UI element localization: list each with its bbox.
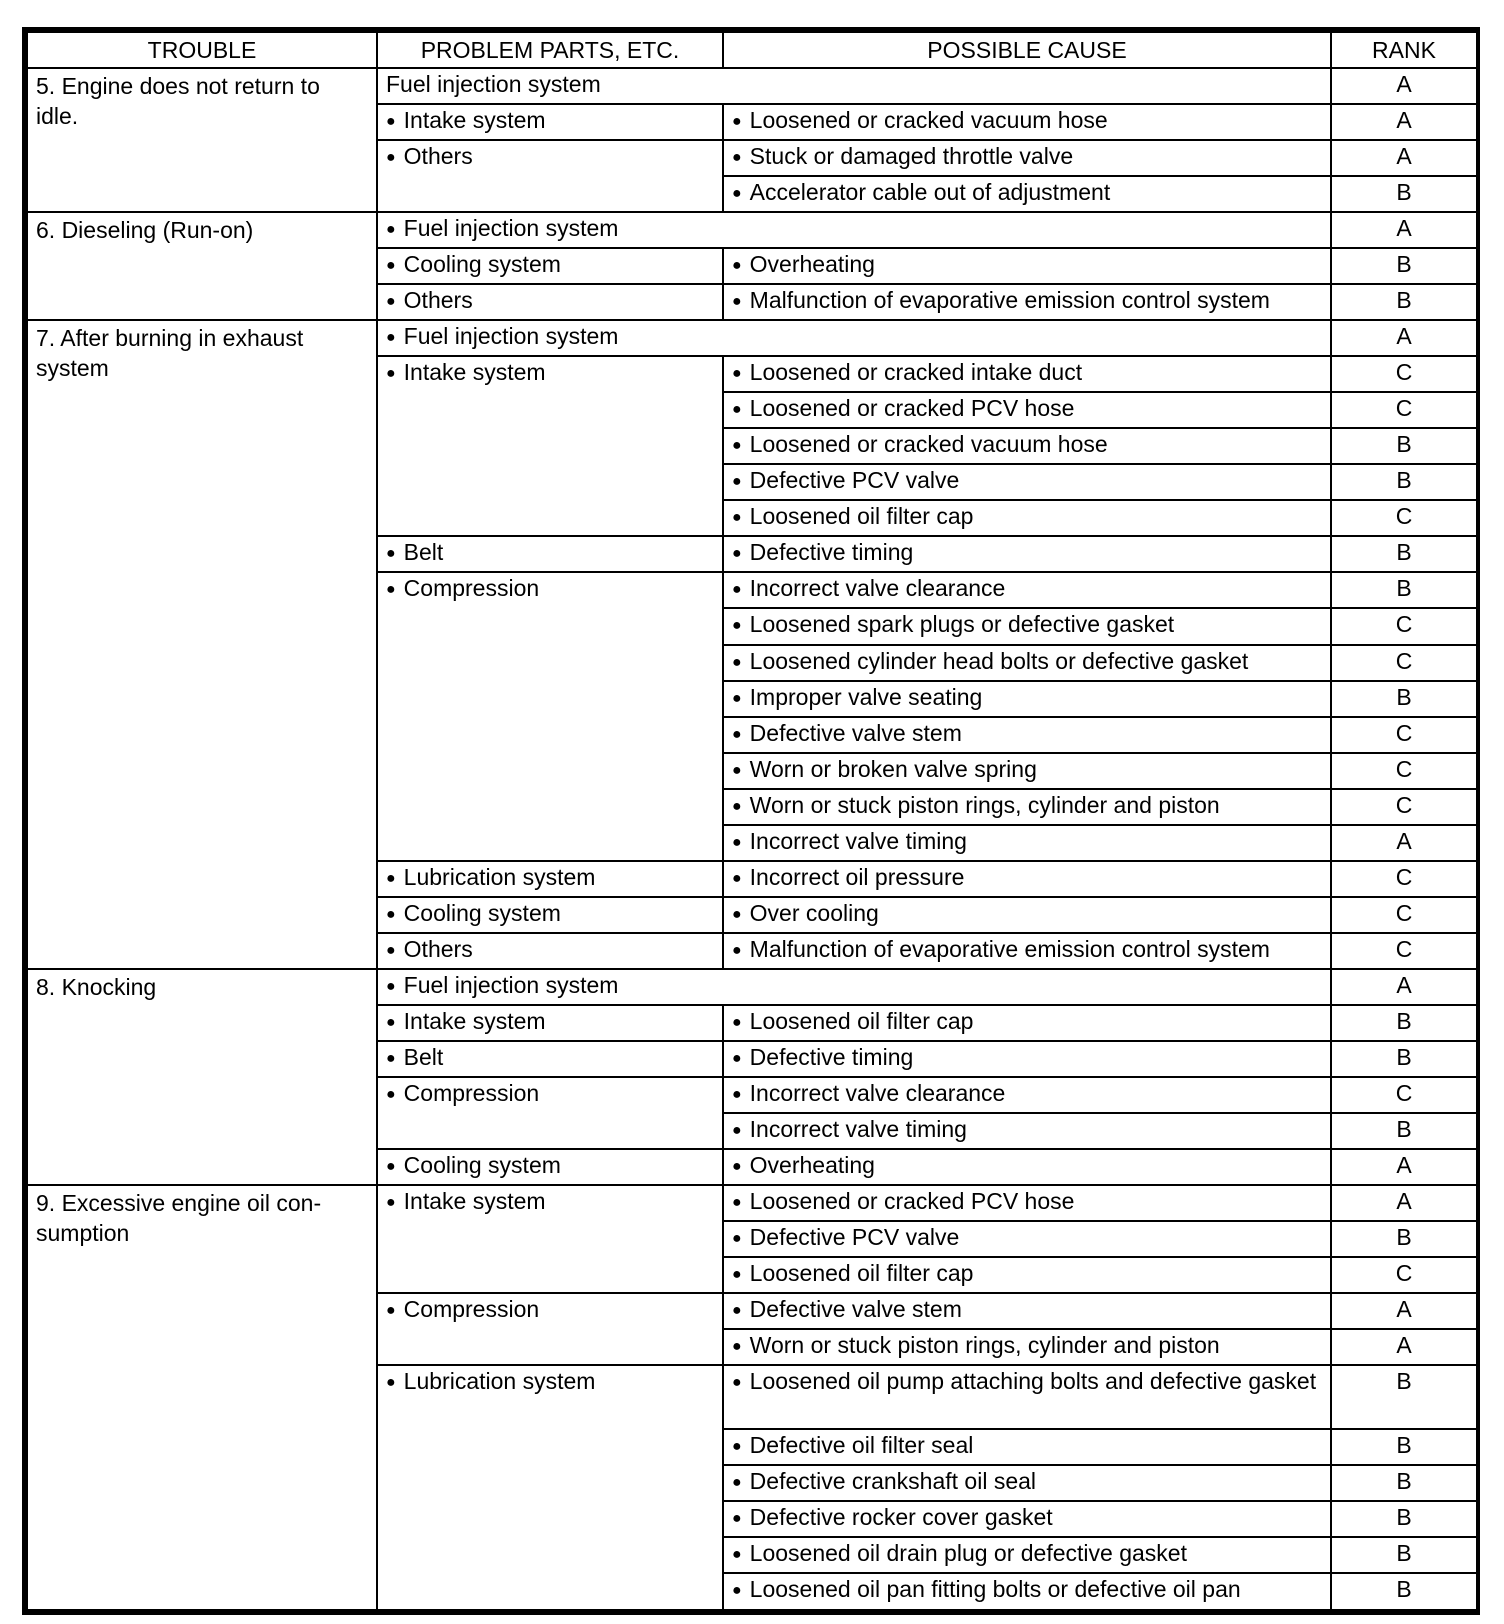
part-text: Fuel injection system — [403, 323, 619, 350]
rank-cell: B — [1331, 536, 1477, 572]
bullet-icon: ● — [732, 1013, 742, 1031]
cause-cell — [723, 717, 1331, 753]
bullet-icon: ● — [386, 293, 396, 311]
cause-text: Loosened oil pump attaching bolts and defective gasket — [749, 1368, 1317, 1395]
bullet-icon: ● — [732, 1546, 742, 1564]
bullet-icon: ● — [732, 581, 742, 599]
cause-text: Worn or broken valve spring — [749, 755, 1037, 782]
part-text: Fuel injection system — [386, 71, 601, 97]
part-text: Intake system — [403, 1187, 546, 1214]
rank-cell: B — [1331, 1537, 1477, 1573]
bullet-icon: ● — [732, 365, 742, 383]
bullet-icon: ● — [386, 977, 396, 995]
cause-text: Loosened or cracked intake duct — [749, 359, 1083, 386]
cause-cell — [723, 392, 1331, 428]
rank-cell: B — [1331, 428, 1477, 464]
rank-cell: B — [1331, 464, 1477, 500]
bullet-icon: ● — [386, 1049, 396, 1067]
cause-cell — [723, 1149, 1331, 1185]
rank-cell: B — [1331, 1429, 1477, 1465]
rank-cell: C — [1331, 753, 1477, 789]
bullet-icon: ● — [386, 221, 396, 239]
part-text: Lubrication system — [403, 863, 596, 890]
cause-text: Defective valve stem — [749, 719, 962, 746]
cause-text: Defective crankshaft oil seal — [749, 1468, 1037, 1495]
cause-cell — [723, 861, 1331, 897]
bullet-icon: ● — [386, 1302, 396, 1320]
cause-text: Overheating — [749, 251, 875, 278]
cause-cell — [723, 1573, 1331, 1610]
cause-cell — [723, 681, 1331, 717]
bullet-icon: ● — [732, 761, 742, 779]
cause-text: Loosened or cracked vacuum hose — [749, 431, 1108, 458]
part-text: Lubrication system — [403, 1368, 596, 1395]
cause-cell — [723, 789, 1331, 825]
cause-text: Defective PCV valve — [749, 467, 960, 494]
bullet-icon: ● — [732, 1157, 742, 1175]
bullet-icon: ● — [386, 1374, 396, 1392]
rank-cell: C — [1331, 1257, 1477, 1293]
trouble-cell: 9. Excessive engine oil con-sumption — [27, 1185, 377, 1610]
rank-cell: C — [1331, 645, 1477, 681]
cause-cell — [723, 1005, 1331, 1041]
rank-cell: B — [1331, 1041, 1477, 1077]
rank-cell: C — [1331, 861, 1477, 897]
problem-part-cell — [377, 933, 723, 969]
cause-text: Overheating — [749, 1151, 875, 1178]
cause-cell — [723, 645, 1331, 681]
trouble-cell: 5. Engine does not return to idle. — [27, 68, 377, 212]
bullet-icon: ● — [732, 1374, 742, 1392]
problem-part-cell — [377, 536, 723, 572]
cause-text: Stuck or damaged throttle valve — [749, 143, 1074, 170]
rank-cell: B — [1331, 1113, 1477, 1149]
table-row — [27, 1185, 1477, 1221]
part-text: Compression — [403, 1079, 540, 1106]
cause-text: Loosened or cracked PCV hose — [749, 1187, 1075, 1214]
cause-cell — [723, 536, 1331, 572]
bullet-icon: ● — [732, 401, 742, 419]
cause-text: Incorrect valve timing — [749, 827, 967, 854]
problem-part-cell — [377, 104, 723, 140]
cause-text: Defective PCV valve — [749, 1224, 960, 1250]
problem-part-cell — [377, 572, 723, 860]
cause-text: Defective timing — [749, 1043, 914, 1070]
rank-cell: A — [1331, 1329, 1477, 1365]
bullet-icon: ● — [732, 1230, 742, 1247]
bullet-icon: ● — [732, 869, 742, 887]
part-text: Compression — [403, 575, 540, 602]
part-text: Others — [403, 143, 473, 170]
header-possible-cause: POSSIBLE CAUSE — [723, 32, 1331, 68]
cause-cell — [723, 608, 1331, 644]
cause-cell — [723, 1501, 1331, 1537]
table-row — [27, 212, 1477, 248]
rank-cell: A — [1331, 140, 1477, 176]
bullet-icon: ● — [386, 149, 396, 167]
cause-cell — [723, 464, 1331, 500]
cause-cell — [723, 1293, 1331, 1329]
bullet-icon: ● — [386, 941, 396, 959]
bullet-icon: ● — [732, 509, 742, 527]
cause-text: Incorrect valve clearance — [749, 1079, 1006, 1106]
bullet-icon: ● — [732, 1049, 742, 1067]
cause-cell — [723, 500, 1331, 536]
rank-cell: C — [1331, 717, 1477, 753]
problem-part-cell — [377, 897, 723, 933]
cause-cell — [723, 1329, 1331, 1365]
problem-part-cell — [377, 969, 1331, 1005]
part-text: Cooling system — [403, 899, 561, 926]
bullet-icon: ● — [732, 473, 742, 491]
cause-text: Worn or stuck piston rings, cylinder and piston — [749, 791, 1220, 818]
problem-part-cell — [377, 1293, 723, 1365]
bullet-icon: ● — [732, 1510, 742, 1528]
cause-text: Loosened oil drain plug or defective gasket — [749, 1540, 1187, 1567]
cause-text: Loosened cylinder head bolts or defective gasket — [749, 647, 1249, 674]
table-row — [27, 68, 1477, 104]
bullet-icon: ● — [732, 185, 742, 203]
bullet-icon: ● — [386, 581, 396, 599]
cause-cell — [723, 1429, 1331, 1465]
troubleshooting-table — [26, 31, 1478, 1611]
cause-cell — [723, 1185, 1331, 1221]
bullet-icon: ● — [386, 905, 396, 923]
bullet-icon: ● — [732, 545, 742, 563]
bullet-icon: ● — [732, 1474, 742, 1492]
cause-text: Malfunction of evaporative emission control system — [749, 935, 1270, 962]
bullet-icon: ● — [386, 1193, 396, 1211]
cause-cell — [723, 176, 1331, 212]
cause-cell — [723, 140, 1331, 176]
bullet-icon: ● — [732, 437, 742, 455]
rank-cell: C — [1331, 356, 1477, 392]
bullet-icon: ● — [732, 1085, 742, 1103]
rank-cell: B — [1331, 248, 1477, 284]
part-text: Cooling system — [403, 251, 561, 278]
rank-cell: B — [1331, 1465, 1477, 1501]
cause-cell — [723, 933, 1331, 969]
table-row — [27, 969, 1477, 1005]
bullet-icon: ● — [386, 1013, 396, 1031]
rank-cell: C — [1331, 608, 1477, 644]
rank-cell: A — [1331, 1293, 1477, 1329]
bullet-icon: ● — [732, 149, 742, 167]
rank-cell: A — [1331, 104, 1477, 140]
rank-cell: C — [1331, 933, 1477, 969]
cause-cell — [723, 753, 1331, 789]
rank-cell: A — [1331, 68, 1477, 104]
bullet-icon: ● — [732, 293, 742, 311]
bullet-icon: ● — [386, 365, 396, 383]
rank-cell: A — [1331, 1185, 1477, 1221]
problem-part-cell — [377, 1185, 723, 1293]
rank-cell: B — [1331, 681, 1477, 717]
cause-cell — [723, 104, 1331, 140]
problem-part-cell — [377, 356, 723, 536]
cause-cell — [723, 284, 1331, 320]
problem-part-cell — [377, 284, 723, 320]
cause-text: Defective timing — [749, 539, 914, 566]
bullet-icon: ● — [732, 689, 742, 707]
cause-text: Incorrect valve clearance — [749, 575, 1006, 602]
cause-cell — [723, 1113, 1331, 1149]
problem-part-cell — [377, 1041, 723, 1077]
problem-part-cell — [377, 1149, 723, 1185]
cause-text: Loosened or cracked vacuum hose — [749, 107, 1108, 134]
rank-cell: B — [1331, 1221, 1477, 1257]
bullet-icon: ● — [386, 1085, 396, 1103]
bullet-icon: ● — [732, 617, 742, 635]
cause-text: Incorrect oil pressure — [749, 863, 965, 890]
cause-text: Defective oil filter seal — [749, 1432, 974, 1459]
problem-part-cell — [377, 212, 1331, 248]
cause-text: Loosened oil filter cap — [749, 1007, 974, 1034]
rank-cell: A — [1331, 320, 1477, 356]
troubleshooting-document — [22, 27, 1480, 1615]
cause-cell — [723, 1077, 1331, 1113]
bullet-icon: ● — [732, 1266, 742, 1284]
bullet-icon: ● — [732, 257, 742, 275]
rank-cell: C — [1331, 789, 1477, 825]
trouble-cell: 8. Knocking — [27, 969, 377, 1185]
cause-text: Loosened oil filter cap — [749, 503, 974, 530]
trouble-cell: 6. Dieseling (Run-on) — [27, 212, 377, 320]
part-text: Belt — [403, 1043, 444, 1070]
bullet-icon: ● — [386, 329, 396, 347]
cause-text: Defective valve stem — [749, 1296, 962, 1323]
rank-cell: C — [1331, 1077, 1477, 1113]
cause-cell — [723, 1257, 1331, 1293]
part-text: Intake system — [403, 359, 546, 386]
problem-part-cell — [377, 861, 723, 897]
problem-part-cell — [377, 1365, 723, 1610]
bullet-icon: ● — [386, 545, 396, 563]
bullet-icon: ● — [732, 1338, 742, 1356]
part-text: Others — [403, 287, 473, 314]
cause-text: Loosened or cracked PCV hose — [749, 395, 1075, 422]
cause-text: Loosened spark plugs or defective gasket — [749, 611, 1175, 638]
bullet-icon: ● — [732, 833, 742, 851]
rank-cell: B — [1331, 1365, 1477, 1429]
problem-part-cell — [377, 140, 723, 212]
part-text: Intake system — [403, 1007, 546, 1034]
cause-text: Over cooling — [749, 899, 879, 926]
part-text: Fuel injection system — [403, 971, 619, 998]
cause-cell — [723, 897, 1331, 933]
bullet-icon: ● — [732, 1193, 742, 1211]
problem-part-cell — [377, 68, 1331, 104]
rank-cell: B — [1331, 1573, 1477, 1610]
rank-cell: C — [1331, 392, 1477, 428]
bullet-icon: ● — [732, 797, 742, 815]
cause-text: Malfunction of evaporative emission control system — [749, 287, 1270, 314]
bullet-icon: ● — [732, 653, 742, 671]
cause-text: Accelerator cable out of adjustment — [749, 179, 1111, 206]
rank-cell: B — [1331, 176, 1477, 212]
cause-cell — [723, 1465, 1331, 1501]
part-text: Fuel injection system — [403, 215, 619, 242]
bullet-icon: ● — [732, 1438, 742, 1456]
header-trouble: TROUBLE — [27, 32, 377, 68]
rank-cell: A — [1331, 825, 1477, 861]
bullet-icon: ● — [386, 113, 396, 131]
cause-text: Incorrect valve timing — [749, 1115, 967, 1142]
part-text: Compression — [403, 1296, 540, 1323]
trouble-cell: 7. After burning in exhaust system — [27, 320, 377, 969]
bullet-icon: ● — [732, 941, 742, 959]
bullet-icon: ● — [386, 1157, 396, 1175]
cause-cell — [723, 572, 1331, 608]
header-rank: RANK — [1331, 32, 1477, 68]
cause-text: Loosened oil pan fitting bolts or defective oil pan — [749, 1576, 1241, 1603]
cause-text: Improper valve seating — [749, 683, 983, 710]
bullet-icon: ● — [732, 1121, 742, 1139]
cause-cell — [723, 1221, 1331, 1257]
bullet-icon: ● — [732, 905, 742, 923]
part-text: Cooling system — [403, 1151, 561, 1178]
rank-cell: A — [1331, 1149, 1477, 1185]
cause-cell — [723, 356, 1331, 392]
cause-cell — [723, 825, 1331, 861]
problem-part-cell — [377, 248, 723, 284]
rank-cell: B — [1331, 572, 1477, 608]
rank-cell: C — [1331, 897, 1477, 933]
bullet-icon: ● — [732, 1582, 742, 1600]
rank-cell: B — [1331, 1005, 1477, 1041]
part-text: Others — [403, 935, 473, 962]
bullet-icon: ● — [386, 257, 396, 275]
cause-cell — [723, 428, 1331, 464]
cause-cell — [723, 1365, 1331, 1429]
header-row — [27, 32, 1477, 68]
part-text: Belt — [403, 539, 444, 566]
problem-part-cell — [377, 1005, 723, 1041]
bullet-icon: ● — [386, 869, 396, 887]
rank-cell: C — [1331, 500, 1477, 536]
cause-text: Loosened oil filter cap — [749, 1260, 974, 1287]
cause-text: Worn or stuck piston rings, cylinder and piston — [749, 1332, 1220, 1359]
rank-cell: B — [1331, 1501, 1477, 1537]
problem-part-cell — [377, 320, 1331, 356]
header-problem-parts: PROBLEM PARTS, ETC. — [377, 32, 723, 68]
bullet-icon: ● — [732, 1302, 742, 1320]
bullet-icon: ● — [732, 725, 742, 743]
cause-text: Defective rocker cover gasket — [749, 1504, 1053, 1531]
rank-cell: A — [1331, 212, 1477, 248]
rank-cell: A — [1331, 969, 1477, 1005]
part-text: Intake system — [403, 107, 546, 134]
rank-cell: B — [1331, 284, 1477, 320]
cause-cell — [723, 248, 1331, 284]
cause-cell — [723, 1041, 1331, 1077]
cause-cell — [723, 1537, 1331, 1573]
table-row — [27, 320, 1477, 356]
bullet-icon: ● — [732, 113, 742, 131]
problem-part-cell — [377, 1077, 723, 1149]
